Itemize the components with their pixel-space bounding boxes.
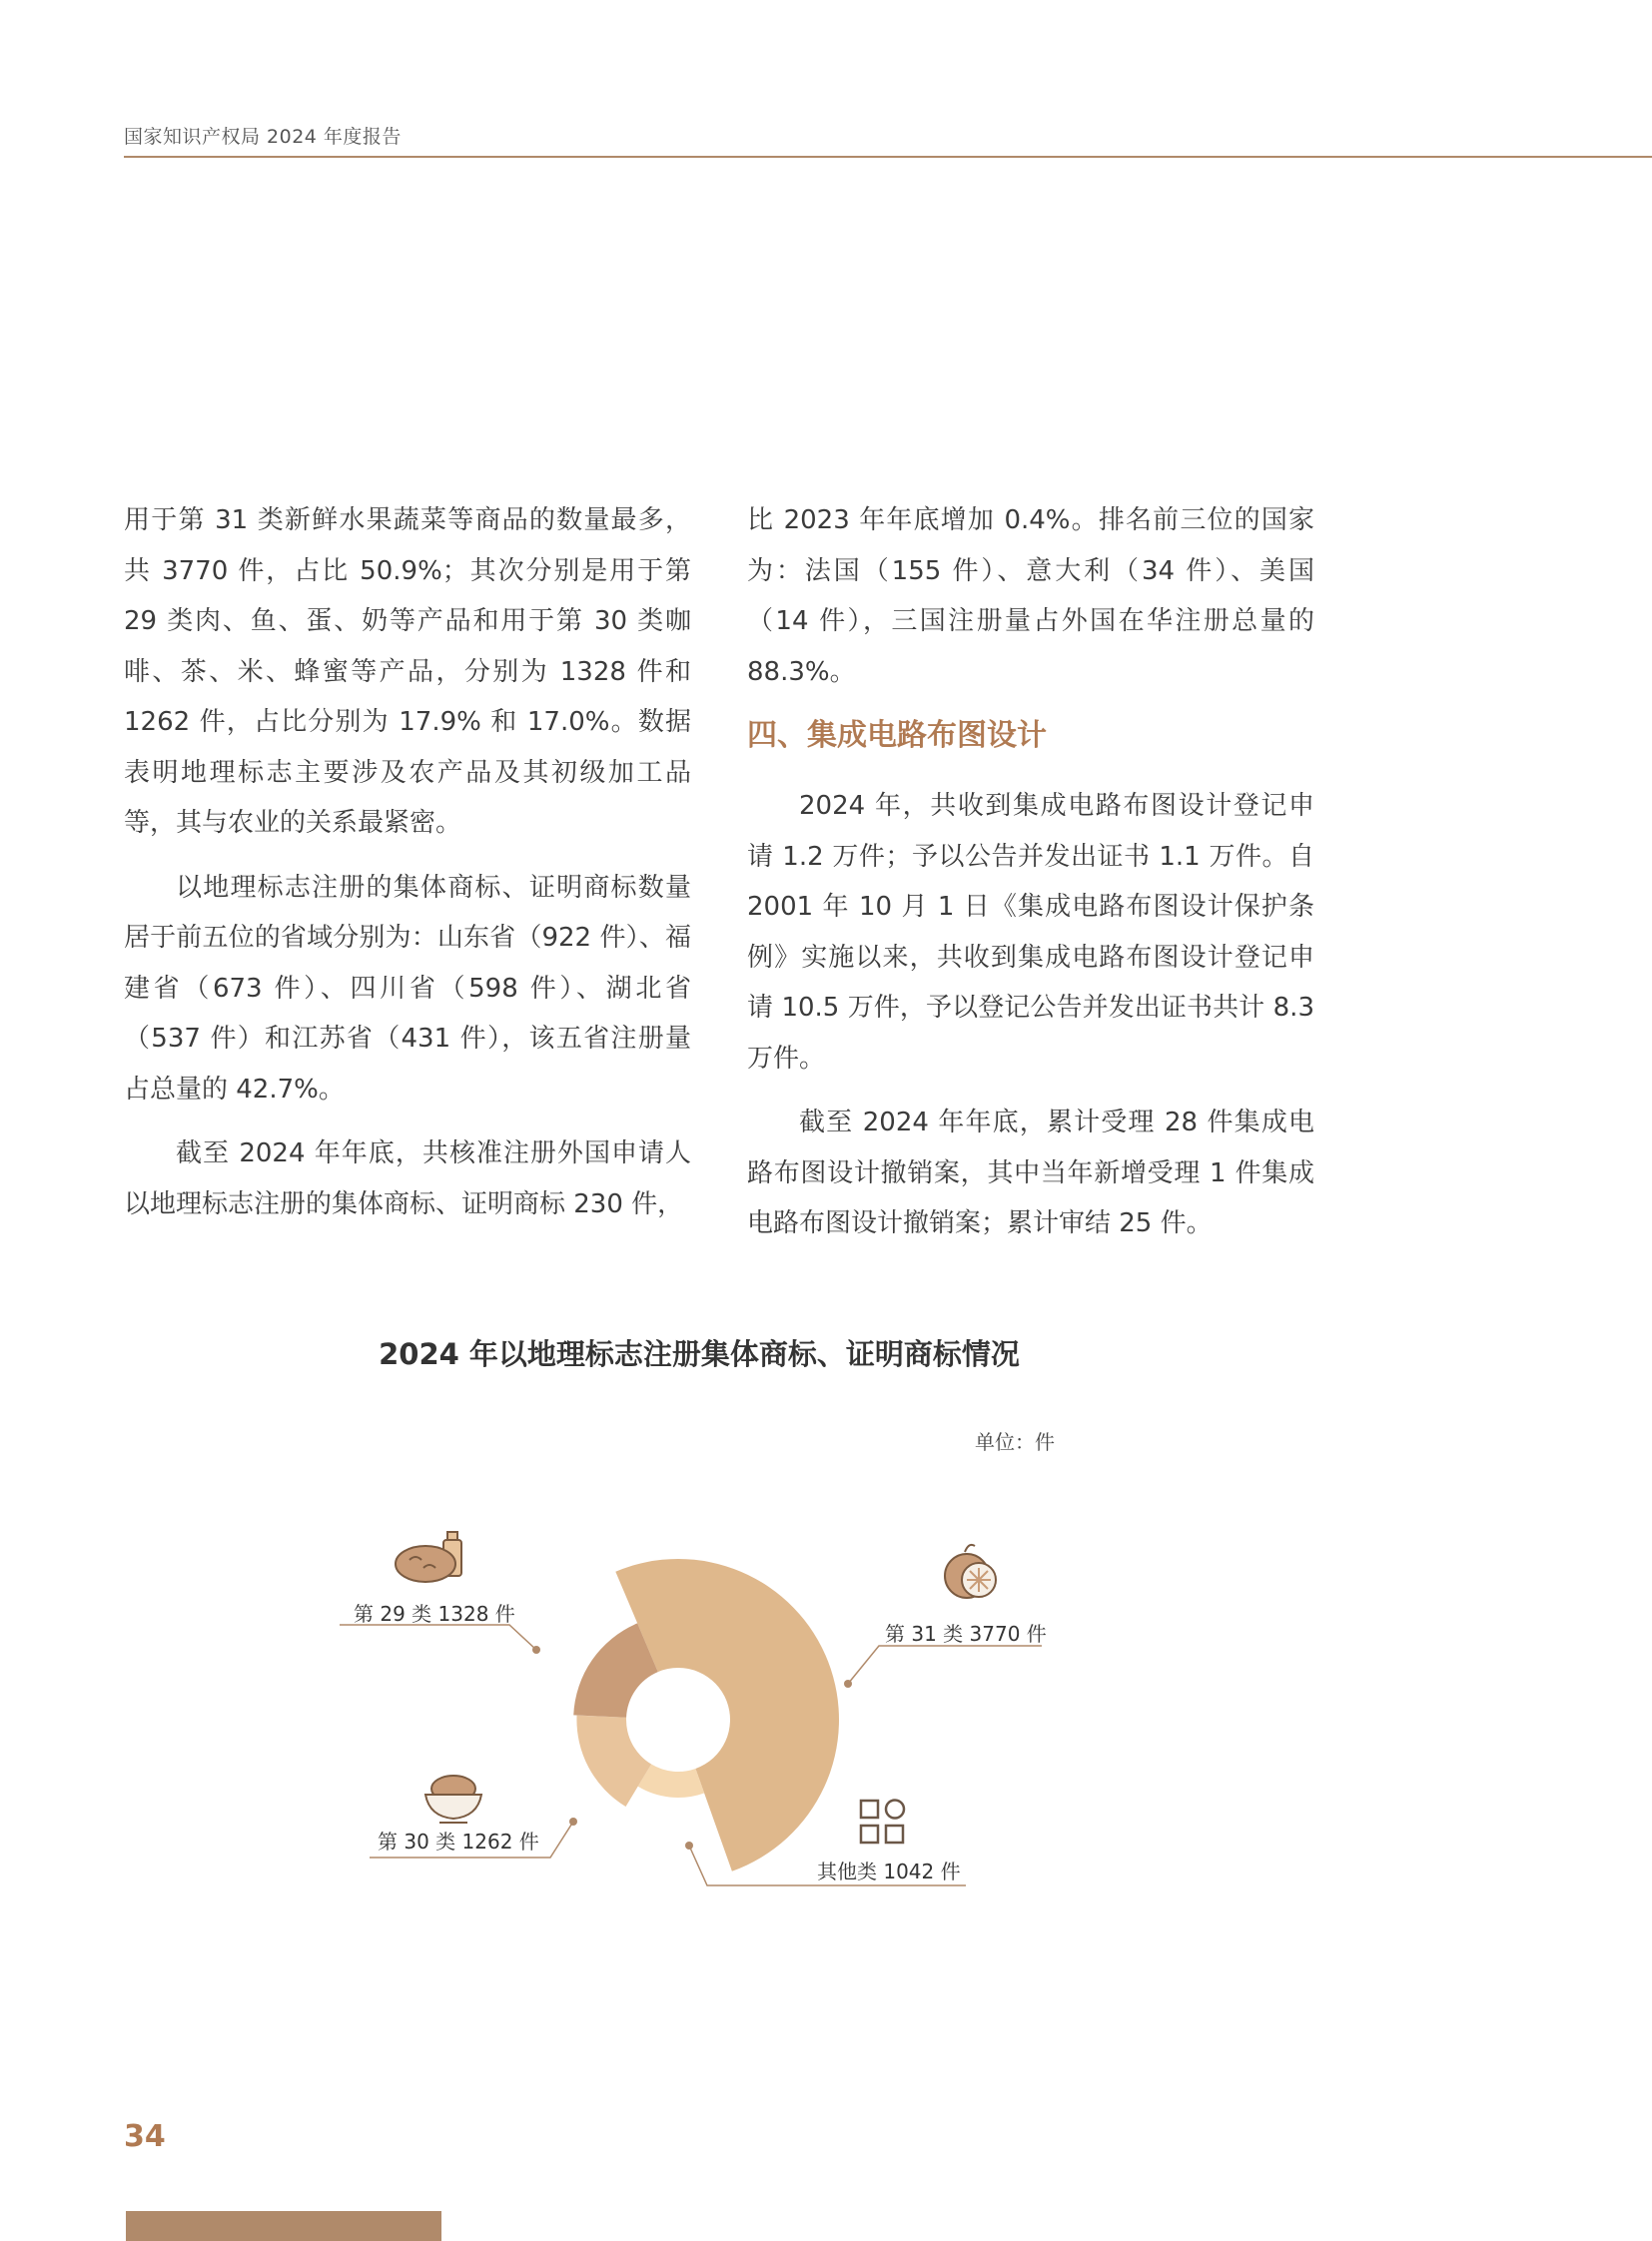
- section-heading-ic-layout: 四、集成电路布图设计: [747, 718, 1047, 753]
- leader-dot-class-30: [569, 1818, 577, 1826]
- leader-dot-class-29: [532, 1646, 540, 1654]
- slice-class-30: [576, 1716, 651, 1807]
- label-class-31: 第 31 类 3770 件: [885, 1622, 1047, 1646]
- report-header-title: 国家知识产权局 2024 年度报告: [124, 126, 402, 148]
- footer-accent-bar: [126, 2211, 441, 2241]
- grid-squares-icon: [861, 1801, 904, 1844]
- chart-title: 2024 年以地理标志注册集体商标、证明商标情况: [379, 1337, 1020, 1371]
- chart-unit-label: 单位：件: [975, 1430, 1055, 1454]
- paragraph-gi-foreign: 截至 2024 年年底，共核准注册外国申请人以地理标志注册的集体商标、证明商标 230 件，: [124, 1138, 691, 1219]
- paragraph-ic-revocation: 截至 2024 年年底，累计受理 28 件集成电路布图设计撤销案，其中当年新增受理 1 件集成电路布图设计撤销案；累计审结 25 件。: [747, 1108, 1314, 1238]
- leader-line-class-31: [848, 1646, 1042, 1684]
- paragraph-ic-applications: 2024 年，共收到集成电路布图设计登记申请 1.2 万件；予以公告并发出证书 1.1 万件。自 2001 年 10 月 1 日《集成电路布图设计保护条例》实施以来，共收到集成电路布图设计登记申请 10.5 万件，予以登记公告并发出证书共计 8.3 万件。: [747, 791, 1314, 1074]
- persimmon-icon: [945, 1545, 996, 1598]
- label-class-30: 第 30 类 1262 件: [378, 1830, 539, 1854]
- rice-bowl-icon: [425, 1776, 481, 1823]
- leader-dot-class-31: [844, 1680, 852, 1688]
- paragraph-gi-categories: 用于第 31 类新鲜水果蔬菜等商品的数量最多，共 3770 件，占比 50.9%；其次分别是用于第 29 类肉、鱼、蛋、奶等产品和用于第 30 类咖啡、茶、米、蜂蜜等产品，分别为 1328 件和 1262 件，占比分别为 17.9% 和 17.0%。数据表明地理标志主要涉及农产品及其初级加工品等，其与农业的关系最紧密。: [124, 505, 691, 838]
- slice-class-31: [615, 1559, 839, 1871]
- page-number: 34: [124, 2119, 166, 2154]
- label-class-29: 第 29 类 1328 件: [354, 1602, 515, 1626]
- leader-line-class-29: [340, 1625, 536, 1650]
- chart-slices: [573, 1559, 839, 1871]
- leader-dot-other: [685, 1842, 693, 1850]
- paragraph-foreign-countries: 比 2023 年年底增加 0.4%。排名前三位的国家为：法国（155 件）、意大利（34 件）、美国（14 件），三国注册量占外国在华注册总量的 88.3%。: [747, 505, 1314, 687]
- meat-milk-icon: [396, 1532, 461, 1582]
- paragraph-gi-provinces: 以地理标志注册的集体商标、证明商标数量居于前五位的省域分别为：山东省（922 件）、福建省（673 件）、四川省（598 件）、湖北省（537 件）和江苏省（431 件），该五省注册量占总量的 42.7%。: [124, 872, 691, 1105]
- label-other: 其他类 1042 件: [817, 1860, 961, 1883]
